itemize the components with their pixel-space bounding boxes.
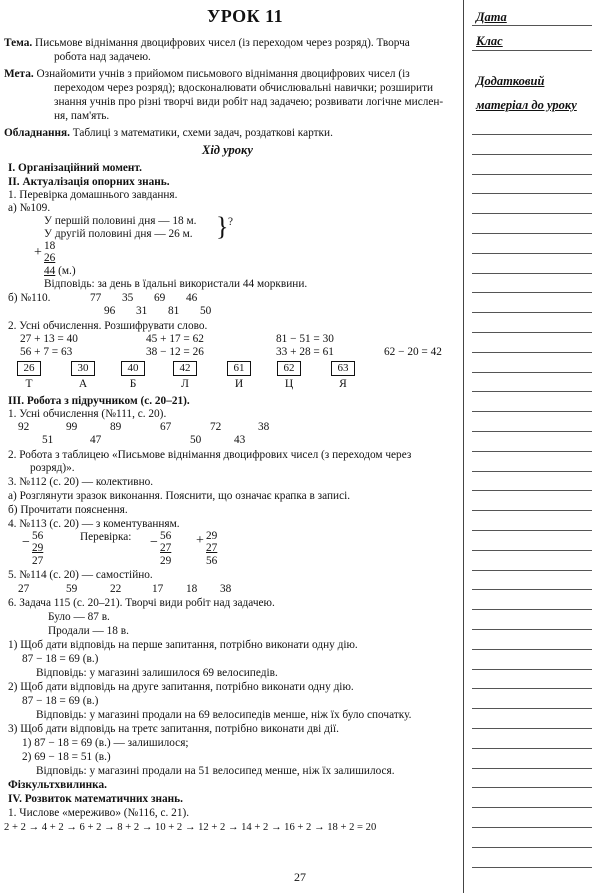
question-1: 1) Щоб дати відповідь на перше запитання, потрібно виконати одну дію. bbox=[8, 639, 358, 651]
sidebar-rule bbox=[472, 728, 592, 729]
col2-c: 29 bbox=[160, 555, 172, 567]
section-2: II. Актуалізація опорних знань. bbox=[8, 176, 170, 188]
equipment-line: Обладнання. Таблиці з математики, схеми задач, роздаткові картки. bbox=[4, 127, 333, 139]
addend-1: 18 bbox=[44, 240, 56, 252]
margin-divider bbox=[463, 0, 464, 893]
sidebar-rule bbox=[472, 25, 592, 26]
sidebar-extra-1: Додатковий bbox=[476, 74, 545, 88]
ex114-val: 27 bbox=[18, 583, 30, 595]
ex110-row2-b: 31 bbox=[136, 305, 148, 317]
addend-2: 26 bbox=[44, 252, 56, 264]
sidebar-rule bbox=[472, 510, 592, 511]
calc-r2-c: 33 + 28 = 61 bbox=[276, 346, 334, 358]
goal-line-3: знання учнів про різні творчі види робіт над задачею; розвивати логічне мислен- bbox=[54, 96, 444, 108]
cipher-box: 40 bbox=[121, 361, 145, 376]
col1-c: 27 bbox=[32, 555, 44, 567]
answer-109: Відповідь: за день в їдальні використали 44 морквини. bbox=[44, 278, 308, 290]
textbook-5: 5. №114 (с. 20) — самостійно. bbox=[8, 569, 153, 581]
sidebar-rule bbox=[472, 352, 592, 353]
textbook-2-l2: розряд)». bbox=[30, 462, 75, 474]
calc-r2-d: 62 − 20 = 42 bbox=[384, 346, 442, 358]
sidebar-rule bbox=[472, 490, 592, 491]
sidebar-class: Клас bbox=[476, 34, 503, 48]
sidebar-rule bbox=[472, 748, 592, 749]
brace: } bbox=[216, 212, 229, 241]
plus-sign: + bbox=[196, 533, 204, 548]
sidebar-rule bbox=[472, 787, 592, 788]
textbook-2-l1: 2. Робота з таблицею «Письмове віднімання двоцифрових чисел (з переходом через bbox=[8, 449, 412, 461]
textbook-6: 6. Задача 115 (с. 20–21). Творчі види робіт над задачею. bbox=[8, 597, 275, 609]
ex111-r1: 67 bbox=[160, 421, 172, 433]
question-1-answer: Відповідь: у магазині залишилося 69 велосипедів. bbox=[36, 667, 278, 679]
question-3-answer: Відповідь: у магазині продали на 51 велосипед менше, ніж їх залишилося. bbox=[36, 765, 395, 777]
ex111-r1: 38 bbox=[258, 421, 270, 433]
sidebar-rule bbox=[472, 174, 592, 175]
sidebar-rule bbox=[472, 669, 592, 670]
col3-b: 27 bbox=[206, 542, 218, 554]
sidebar-rule bbox=[472, 332, 592, 333]
sidebar-date: Дата bbox=[476, 10, 507, 24]
task-line-1: У першій половині дня — 18 м. bbox=[44, 215, 197, 227]
calc-r2-a: 56 + 7 = 63 bbox=[20, 346, 73, 358]
question-3: 3) Щоб дати відповідь на третє запитання, потрібно виконати дві дії. bbox=[8, 723, 339, 735]
sidebar-extra-2: матеріал до уроку bbox=[476, 98, 577, 112]
sidebar-rule bbox=[472, 253, 592, 254]
goal-line-1: Мета. Ознайомити учнів з прийомом письмового віднімання двоцифрових чисел (із bbox=[4, 68, 410, 80]
cipher-box: 30 bbox=[71, 361, 95, 376]
calc-r1-b: 45 + 17 = 62 bbox=[146, 333, 204, 345]
ex114-val: 18 bbox=[186, 583, 198, 595]
sidebar-rule bbox=[472, 273, 592, 274]
sidebar-rule bbox=[472, 827, 592, 828]
ex114-val: 22 bbox=[110, 583, 122, 595]
sidebar-rule bbox=[472, 609, 592, 610]
ex111-r1: 72 bbox=[210, 421, 222, 433]
col2-b: 27 bbox=[160, 542, 172, 554]
cipher-box: 61 bbox=[227, 361, 251, 376]
sidebar-rule bbox=[472, 570, 592, 571]
sidebar-rule bbox=[472, 688, 592, 689]
math-1: 1. Числове «мереживо» (№116, с. 21). bbox=[8, 807, 190, 819]
ex110-row2-a: 96 bbox=[104, 305, 116, 317]
sidebar-rule bbox=[472, 807, 592, 808]
check-label: Перевірка: bbox=[80, 531, 132, 543]
ex110-row1-c: 69 bbox=[154, 292, 166, 304]
sidebar-rule bbox=[472, 708, 592, 709]
ex111-r2: 47 bbox=[90, 434, 102, 446]
item-1a: а) №109. bbox=[8, 202, 51, 214]
cipher-letter: Я bbox=[339, 378, 347, 390]
calc-r2-b: 38 − 12 = 26 bbox=[146, 346, 204, 358]
ex114-val: 38 bbox=[220, 583, 232, 595]
textbook-3b: б) Прочитати пояснення. bbox=[8, 504, 128, 516]
ex110-row1-d: 46 bbox=[186, 292, 198, 304]
task115-l2: Продали — 18 в. bbox=[48, 625, 129, 637]
ex114-val: 17 bbox=[152, 583, 164, 595]
cipher-box: 63 bbox=[331, 361, 355, 376]
col1-a: 56 bbox=[32, 530, 44, 542]
goal-line-2: переходом через розряд); вдосконалювати обчислювальні навички; розширити bbox=[54, 82, 434, 94]
item-1: 1. Перевірка домашнього завдання. bbox=[8, 189, 178, 201]
sidebar-rule bbox=[472, 471, 592, 472]
col3-c: 56 bbox=[206, 555, 218, 567]
question-1-calc: 87 − 18 = 69 (в.) bbox=[22, 653, 99, 665]
col1-b: 29 bbox=[32, 542, 44, 554]
minus-sign: − bbox=[150, 535, 158, 550]
calc-r1-c: 81 − 51 = 30 bbox=[276, 333, 334, 345]
sidebar-rule bbox=[472, 312, 592, 313]
task115-l1: Було — 87 в. bbox=[48, 611, 110, 623]
question-3-calc-2: 2) 69 − 18 = 51 (в.) bbox=[22, 751, 111, 763]
minus-sign: − bbox=[22, 535, 30, 550]
ex111-r2: 43 bbox=[234, 434, 246, 446]
plus-sign: + bbox=[34, 245, 42, 260]
sidebar-rule bbox=[472, 213, 592, 214]
cipher-box: 42 bbox=[173, 361, 197, 376]
sidebar-rule bbox=[472, 50, 592, 51]
sidebar-rule bbox=[472, 154, 592, 155]
textbook-4: 4. №113 (с. 20) — з коментуванням. bbox=[8, 518, 180, 530]
topic-line-1: Тема. Письмове віднімання двоцифрових чисел (із переходом через розряд). Творча bbox=[4, 37, 410, 49]
task-line-2: У другій половині дня — 26 м. bbox=[44, 228, 193, 240]
cipher-letter: И bbox=[234, 378, 244, 390]
ex111-r2: 51 bbox=[42, 434, 54, 446]
ex110-row2-d: 50 bbox=[200, 305, 212, 317]
sidebar-rule bbox=[472, 372, 592, 373]
textbook-3a: а) Розглянути зразок виконання. Пояснити, що означає крапка в записі. bbox=[8, 490, 351, 502]
sidebar-rule bbox=[472, 649, 592, 650]
ex110-row1-a: 77 bbox=[90, 292, 102, 304]
question-3-calc-1: 1) 87 − 18 = 69 (в.) — залишилося; bbox=[22, 737, 189, 749]
sidebar-rule bbox=[472, 292, 592, 293]
item-1b: б) №110. bbox=[8, 292, 51, 304]
col3-a: 29 bbox=[206, 530, 218, 542]
textbook-3: 3. №112 (с. 20) — колективно. bbox=[8, 476, 154, 488]
sidebar-rule bbox=[472, 391, 592, 392]
question-2-calc: 87 − 18 = 69 (в.) bbox=[22, 695, 99, 707]
sidebar-rule bbox=[472, 530, 592, 531]
physical-break: Фізкультхвилинка. bbox=[8, 779, 107, 791]
cipher-letter: А bbox=[78, 378, 88, 390]
cipher-letter: Л bbox=[181, 378, 189, 390]
item-2: 2. Усні обчислення. Розшифрувати слово. bbox=[8, 320, 208, 332]
ex110-row1-b: 35 bbox=[122, 292, 134, 304]
number-chain: 2 + 2 → 4 + 2 → 6 + 2 → 8 + 2 → 10 + 2 → 12 + 2 → 14 + 2 → 16 + 2 → 18 + 2 = 20 bbox=[4, 822, 377, 833]
sidebar-rule bbox=[472, 768, 592, 769]
cipher-box: 26 bbox=[17, 361, 41, 376]
ex111-r2: 50 bbox=[190, 434, 202, 446]
course-title: Хід уроку bbox=[202, 143, 253, 157]
col2-a: 56 bbox=[160, 530, 172, 542]
page-number: 27 bbox=[294, 870, 306, 884]
sum-result: 44 (м.) bbox=[44, 265, 76, 277]
calc-r1-a: 27 + 13 = 40 bbox=[20, 333, 78, 345]
ex114-val: 59 bbox=[66, 583, 78, 595]
sidebar-rule bbox=[472, 431, 592, 432]
question-mark: ? bbox=[228, 216, 234, 228]
sidebar-rule bbox=[472, 451, 592, 452]
lesson-title: УРОК 11 bbox=[207, 6, 284, 26]
textbook-1: 1. Усні обчислення (№111, с. 20). bbox=[8, 408, 167, 420]
ex111-r1: 89 bbox=[110, 421, 122, 433]
sidebar-rule bbox=[472, 629, 592, 630]
section-4: IV. Розвиток математичних знань. bbox=[8, 793, 183, 805]
ex111-r1: 92 bbox=[18, 421, 30, 433]
section-3: III. Робота з підручником (с. 20–21). bbox=[8, 395, 190, 407]
sidebar-rule bbox=[472, 233, 592, 234]
cipher-letter: Б bbox=[129, 378, 137, 390]
question-2-answer: Відповідь: у магазині продали на 69 велосипедів менше, ніж їх було спочатку. bbox=[36, 709, 412, 721]
sidebar-rule bbox=[472, 847, 592, 848]
topic-line-2: робота над задачею. bbox=[54, 51, 151, 63]
sidebar-rule bbox=[472, 589, 592, 590]
ex111-r1: 99 bbox=[66, 421, 78, 433]
sidebar-rule bbox=[472, 867, 592, 868]
goal-line-4: ня, пам'ять. bbox=[54, 110, 110, 122]
sidebar-rule bbox=[472, 411, 592, 412]
sidebar-rule bbox=[472, 134, 592, 135]
ex110-row2-c: 81 bbox=[168, 305, 180, 317]
question-2: 2) Щоб дати відповідь на друге запитання, потрібно виконати одну дію. bbox=[8, 681, 354, 693]
sidebar-rule bbox=[472, 550, 592, 551]
section-1: I. Організаційний момент. bbox=[8, 162, 142, 174]
cipher-letter: Т bbox=[25, 378, 33, 390]
cipher-letter: Ц bbox=[284, 378, 294, 390]
sidebar-rule bbox=[472, 193, 592, 194]
cipher-box: 62 bbox=[277, 361, 301, 376]
